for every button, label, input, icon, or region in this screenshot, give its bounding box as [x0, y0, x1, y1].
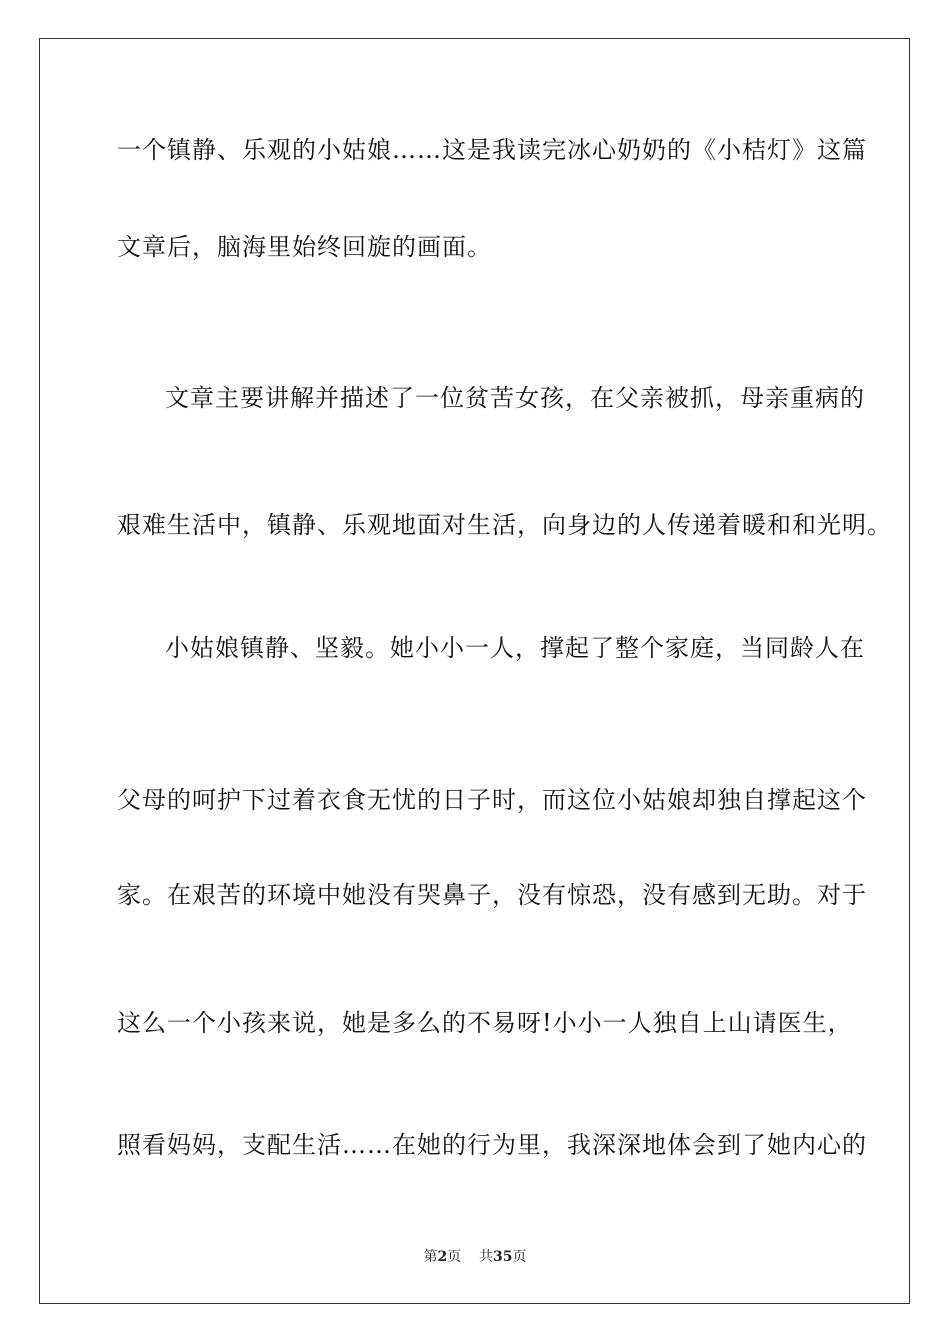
total-pages: 35 — [493, 1249, 513, 1265]
paragraph-line: 照看妈妈，支配生活……在她的行为里，我深深地体会到了她内心的 — [117, 1131, 867, 1159]
page-suffix: 页 — [447, 1249, 462, 1265]
paragraph-line: 文章后，脑海里始终回旋的画面。 — [117, 233, 492, 261]
paragraph-line: 这么一个小孩来说，她是多么的不易呀!小小一人独自上山请医生， — [117, 1009, 853, 1037]
paragraph-line: 小姑娘镇静、坚毅。她小小一人，撑起了整个家庭，当同龄人在 — [165, 634, 865, 662]
total-prefix: 共 — [479, 1249, 494, 1265]
page-number: 2 — [437, 1249, 448, 1265]
page-prefix: 第 — [423, 1249, 438, 1265]
page-footer — [0, 1248, 950, 1266]
page-border — [39, 38, 910, 1304]
paragraph-line: 一个镇静、乐观的小姑娘……这是我读完冰心奶奶的《小桔灯》这篇 — [117, 136, 867, 164]
paragraph-line: 家。在艰苦的环境中她没有哭鼻子，没有惊恐，没有感到无助。对于 — [117, 881, 867, 909]
paragraph-line: 文章主要讲解并描述了一位贫苦女孩，在父亲被抓，母亲重病的 — [165, 384, 865, 412]
total-suffix: 页 — [512, 1249, 527, 1265]
paragraph-line: 父母的呵护下过着衣食无忧的日子时，而这位小姑娘却独自撑起这个 — [117, 786, 867, 814]
paragraph-line: 艰难生活中，镇静、乐观地面对生活，向身边的人传递着暖和和光明。 — [117, 511, 892, 539]
